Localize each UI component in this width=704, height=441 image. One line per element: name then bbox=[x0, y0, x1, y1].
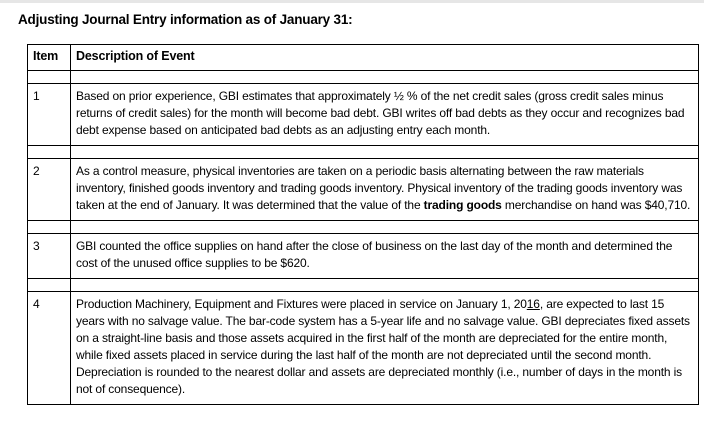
spacer-row bbox=[28, 279, 699, 292]
top-divider bbox=[0, 0, 704, 3]
item-number: 4 bbox=[28, 292, 71, 405]
spacer-row bbox=[28, 71, 699, 84]
table-header-row bbox=[28, 45, 699, 71]
event-description bbox=[71, 159, 699, 221]
event-description: Based on prior experience, GBI estimates that approximately ½ % of the net credit sales (gross credit sales minus returns of credit sales) for the month will become bad debt. GBI writes off bad debts as they occur and recognizes bad debt expense based on anticipated bad debts as an adjusting entry each month. bbox=[71, 84, 699, 146]
item-number: 2 bbox=[28, 159, 71, 221]
table-row bbox=[28, 159, 699, 221]
table-row bbox=[28, 84, 699, 146]
item-column-header: Item bbox=[28, 45, 71, 71]
event-description: GBI counted the office supplies on hand after the close of business on the last day of the month and determined the cost of the unused office supplies to be $620. bbox=[71, 234, 699, 279]
item-number: 1 bbox=[28, 84, 71, 146]
description-text: Production Machinery, Equipment and Fixtures were placed in service on January 1, 20 bbox=[76, 297, 527, 311]
description-text: , are expected to last 15 years with no salvage value. The bar-code system has a 5-year life and no salvage value. GBI depreciates fixed assets on a straight-line basis and those assets acquired in the first half of the month are depreciated for the entire month, while fixed assets placed in service during the last half of the month are not depreciated until the second month. Depreciation is rounded to the nearest dollar and assets are depreciated monthly (i.e., number of days in the month is not of consequence). bbox=[76, 297, 690, 396]
description-text: As a control measure, physical inventories are taken on a periodic basis alternating between the raw materials inventory, finished goods inventory and trading goods inventory. Physical inventory of the trading goods inventory was taken at the end of January. It was determined that the value of the bbox=[76, 164, 683, 212]
table-row bbox=[28, 234, 699, 279]
item-number: 3 bbox=[28, 234, 71, 279]
description-text: merchandise on hand was $40,710. bbox=[501, 198, 691, 212]
description-column-header: Description of Event bbox=[71, 45, 699, 71]
spacer-row bbox=[28, 146, 699, 159]
events-table bbox=[27, 44, 699, 405]
table-row bbox=[28, 292, 699, 405]
description-underlined-text: 16 bbox=[526, 297, 540, 311]
page-heading: Adjusting Journal Entry information as of January 31: bbox=[18, 12, 353, 27]
event-description bbox=[71, 292, 699, 405]
spacer-row bbox=[28, 221, 699, 234]
description-bold-text: trading goods bbox=[423, 198, 502, 212]
